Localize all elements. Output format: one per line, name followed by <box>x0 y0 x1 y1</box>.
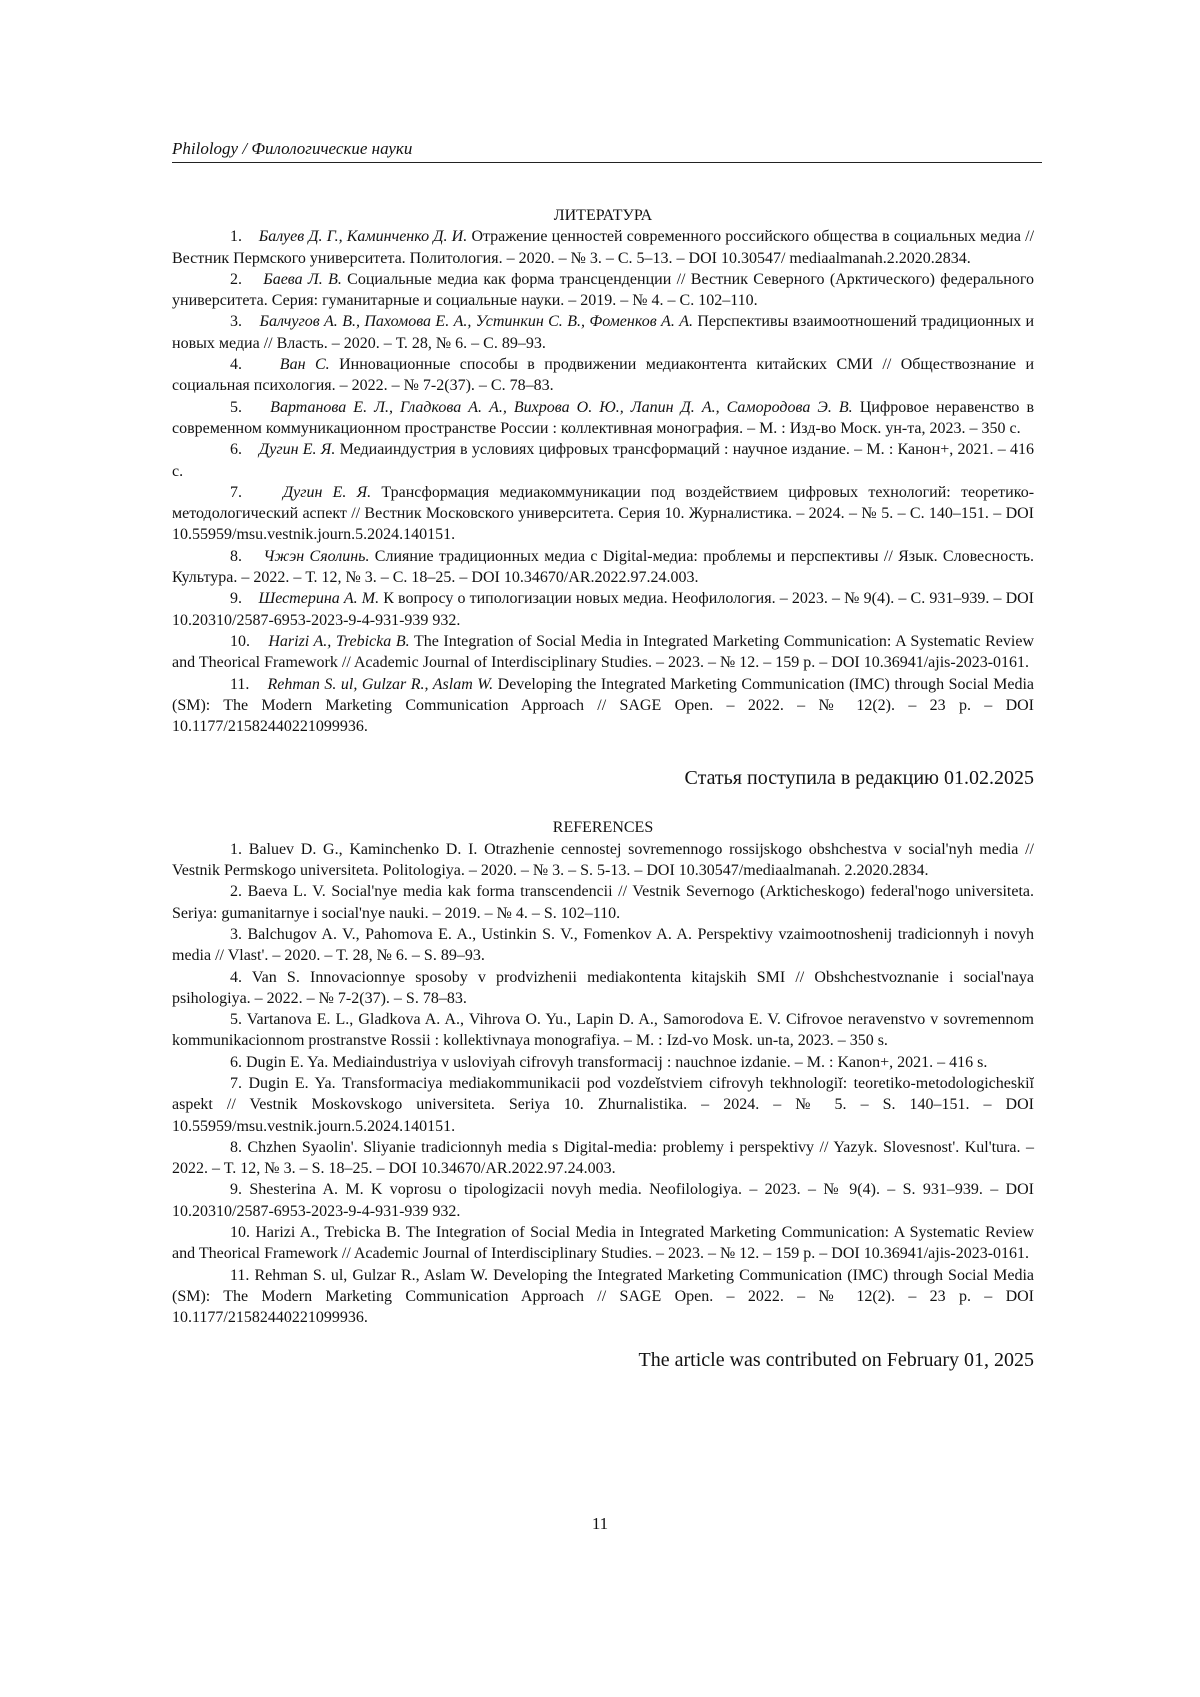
literature-item-authors: Harizi A., Trebicka B. <box>268 632 410 650</box>
literature-item-number: 1. <box>230 228 242 246</box>
literature-item-authors: Баева Л. В. <box>263 270 342 288</box>
literature-item-text: Перспективы взаимоотношений традиционных и новых медиа // Власть. – 2020. – Т. 28, № 6. – С. 89–93. <box>172 313 1035 352</box>
literature-item <box>172 269 1034 312</box>
reference-item: 11. Rehman S. ul, Gulzar R., Aslam W. Developing the Integrated Marketing Communication (IMC) through Social Media (SM): The Modern Marketing Communication Approach // SAGE Open. – 2022. – № 12(2). – 23 p. – DOI 10.1177/21582440221099936. <box>172 1266 1034 1327</box>
literature-item-number: 7. <box>230 483 242 501</box>
received-date-en: The article was contributed on February 01, 2025 <box>638 1348 1034 1371</box>
reference-item: 4. Van S. Innovacionnye sposoby v prodvizhenii mediakontenta kitajskih SMI // Obshchestvoznanie i social'naya psihologiya. – 2022. – № 7-2(37). – S. 78–83. <box>172 968 1034 1007</box>
literature-item-authors: Вартанова Е. Л., Гладкова А. А., Вихрова О. Ю., Лапин Д. А., Самородова Э. В. <box>270 398 853 416</box>
literature-item-number: 2. <box>230 270 242 288</box>
literature-item-authors: Балчугов А. В., Пахомова Е. А., Устинкин С. В., Фоменков А. А. <box>259 313 693 331</box>
literature-item-number: 10. <box>230 632 250 650</box>
literature-item-number: 11. <box>230 675 250 693</box>
literature-item-number: 3. <box>230 313 242 331</box>
literature-list <box>172 226 1034 737</box>
page-content <box>172 205 1034 1393</box>
literature-item-authors: Rehman S. ul, Gulzar R., Aslam W. <box>267 675 494 693</box>
literature-item-text: Цифровое неравенство в современном коммуникационном пространстве России : коллективная монография. – М. : Изд-во Моск. ун-та, 2023. – 350 с. <box>172 398 1035 437</box>
page-number: 11 <box>591 1514 609 1533</box>
literature-item-authors: Балуев Д. Г., Каминченко Д. И. <box>258 228 468 246</box>
literature-item-text: Отражение ценностей современного российского общества в социальных медиа // Вестник Пермского университета. Политология. – 2020. – № 3. – С. 5–13. – DOI 10.30547/ mediaalmanah.2.2020.2834. <box>172 228 1035 267</box>
literature-item-authors: Чжэн Сяолинь. <box>263 547 370 565</box>
reference-item: 10. Harizi A., Trebicka B. The Integration of Social Media in Integrated Marketing Communication: A Systematic Review and Theorical Framework // Academic Journal of Interdisciplinary Studies. – 2023. – № 12. – 159 p. – DOI 10.36941/ajis-2023-0161. <box>172 1224 1034 1263</box>
reference-item: 2. Baeva L. V. Social'nye media kak forma transcendencii // Vestnik Severnogo (Arkticheskogo) federal'nogo universiteta. Seriya: gumanitarnye i social'nye nauki. – 2019. – № 4. – S. 102–110. <box>172 883 1034 922</box>
literature-item <box>172 588 1034 631</box>
reference-item: 9. Shesterina A. M. K voprosu o tipologizacii novyh media. Neofilologiya. – 2023. – № 9(4). – S. 931–939. – DOI 10.20310/2587-6953-2023-9-4-931-939 932. <box>172 1181 1034 1220</box>
literature-item-authors: Ван С. <box>279 356 330 374</box>
running-header: Philology / Филологические науки <box>172 139 1042 163</box>
literature-item-authors: Шестерина А. М. <box>258 590 380 608</box>
received-date-ru: Статья поступила в редакцию 01.02.2025 <box>684 767 1034 790</box>
literature-item-number: 5. <box>230 398 242 416</box>
literature-item-authors: Дугин Е. Я. <box>259 441 336 459</box>
literature-item-text: The Integration of Social Media in Integrated Marketing Communication: A Systematic Review and Theorical Framework // Academic Journal of Interdisciplinary Studies. – 2023. – № 12. – 159 p. – DOI 10.36941/ajis-2023-0161. <box>172 632 1035 672</box>
literature-item <box>172 226 1034 269</box>
reference-item: 8. Chzhen Syaolin'. Sliyanie tradicionnyh media s Digital-media: problemy i perspektivy // Yazyk. Slovesnost'. Kul'tura. – 2022. – T. 12, № 3. – S. 18–25. – DOI 10.34670/AR.2022.97.24.003. <box>172 1138 1034 1178</box>
reference-item: 6. Dugin E. Ya. Mediaindustriya v usloviyah cifrovyh transformacij : nauchnoe izdanie. – M. : Kanon+, 2021. – 416 s. <box>230 1053 988 1071</box>
literature-item <box>172 674 1034 738</box>
literature-item-number: 4. <box>230 356 242 374</box>
literature-item-text: Developing the Integrated Marketing Communication (IMC) through Social Media (SM): The Modern Marketing Communication Approach // SAGE Open. – 2022. – № 12(2). – 23 p. – DOI 10.1177/21582440221099936. <box>172 675 1035 736</box>
literature-item-text: Трансформация медиакоммуникации под воздействием цифровых технологий: теоретико-методологический аспект // Вестник Московского университета. Серия 10. Журналистика. – 2024. – № 5. – С. 140–151. – DOI 10.55959/msu.vestnik.journ.5.2024.140151. <box>172 483 1035 544</box>
literature-item-number: 9. <box>230 590 242 608</box>
literature-item <box>172 546 1034 589</box>
literature-item <box>172 482 1034 546</box>
literature-item-text: Социальные медиа как форма трансценденции // Вестник Северного (Арктического) федерального университета. Серия: гуманитарные и социальные науки. – 2019. – № 4. – С. 102–110. <box>172 270 1035 310</box>
references-list <box>172 839 1034 1329</box>
literature-item-authors: Дугин Е. Я. <box>282 483 372 501</box>
literature-item <box>172 439 1034 482</box>
reference-item: 1. Baluev D. G., Kaminchenko D. I. Otrazhenie cennostej sovremennogo rossijskogo obshchestva v social'nyh media // Vestnik Permskogo universiteta. Politologiya. – 2020. – № 3. – S. 5-13. – DOI 10.30547/mediaalmanah. 2.2020.2834. <box>172 840 1034 880</box>
literature-item <box>172 397 1034 440</box>
literature-item <box>172 631 1034 674</box>
literature-item-number: 8. <box>230 547 242 565</box>
literature-heading: ЛИТЕРАТУРА <box>553 207 653 224</box>
literature-item <box>172 354 1034 397</box>
literature-item-text: Слияние традиционных медиа с Digital-медиа: проблемы и перспективы // Язык. Словесность. Культура. – 2022. – Т. 12, № 3. – С. 18–25. – DOI 10.34670/AR.2022.97.24.003. <box>172 547 1035 587</box>
literature-item-text: Медиаиндустрия в условиях цифровых трансформаций : научное издание. – М. : Канон+, 2021. – 416 с. <box>172 441 1035 480</box>
literature-item <box>172 311 1034 354</box>
reference-item: 3. Balchugov A. V., Pahomova E. A., Ustinkin S. V., Fomenkov A. A. Perspektivy vzaimootnoshenij tradicionnyh i novyh media // Vlast'. – 2020. – T. 28, № 6. – S. 89–93. <box>172 925 1034 965</box>
literature-item-text: Инновационные способы в продвижении медиаконтента китайских СМИ // Обществознание и социальная психология. – 2022. – № 7-2(37). – С. 78–83. <box>172 356 1035 395</box>
literature-item-number: 6. <box>230 441 242 459</box>
reference-item: 5. Vartanova E. L., Gladkova A. A., Vihrova O. Yu., Lapin D. A., Samorodova E. V. Cifrovoe neravenstvo v sovremennom kommunikacionnom prostranstve Rossii : kollektivnaya monografiya. – M. : Izd-vo Mosk. un-ta, 2023. – 350 s. <box>172 1011 1034 1050</box>
references-heading: REFERENCES <box>552 819 654 837</box>
literature-item-text: К вопросу о типологизации новых медиа. Неофилология. – 2023. – № 9(4). – С. 931–939. – DOI 10.20310/2587-6953-2023-9-4-931-939 932. <box>172 590 1035 629</box>
reference-item: 7. Dugin E. Ya. Transformaciya mediakommunikacii pod vozdeĭstviem cifrovyh tekhnologiĭ: teoretiko-metodologicheskiĭ aspekt // Vestnik Moskovskogo universiteta. Seriya 10. Zhurnalistika. – 2024. – № 5. – S. 140–151. – DOI 10.55959/msu.vestnik.journ.5.2024.140151. <box>172 1074 1034 1135</box>
